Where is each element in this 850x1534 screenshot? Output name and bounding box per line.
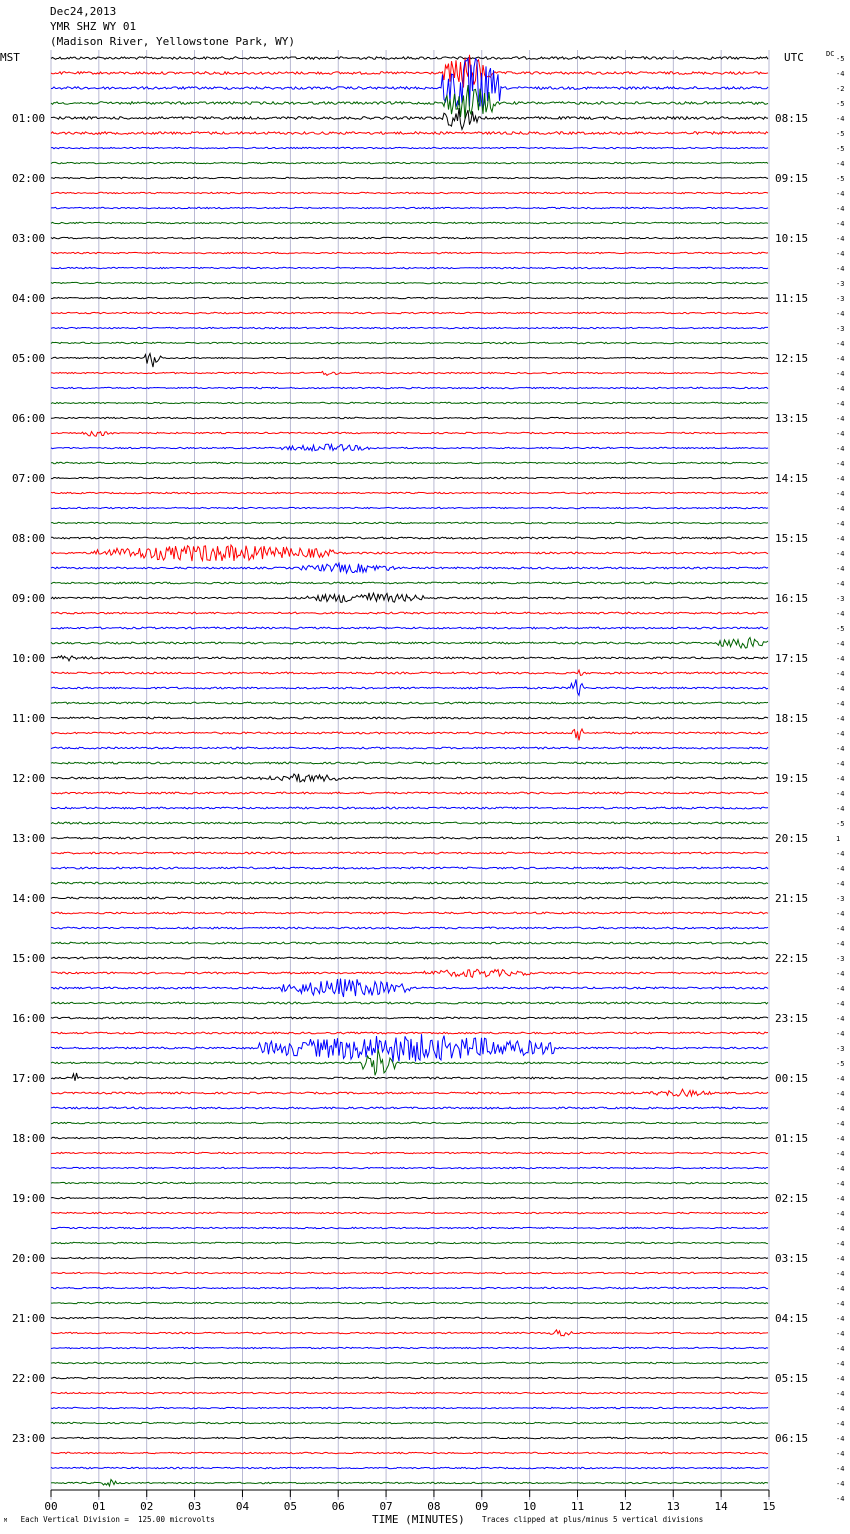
dc-offset-label: -4 [836,1180,845,1188]
trace-row [51,1212,768,1213]
right-hour-label: 22:15 [775,952,809,965]
right-hour-label: 23:15 [775,1012,809,1025]
dc-offset-label: -4 [836,160,845,168]
trace-row [51,1392,768,1393]
right-hour-label: 16:15 [775,592,809,605]
x-tick-label: 14 [714,1500,728,1513]
trace-row [51,807,768,809]
trace-row [51,867,768,869]
right-hour-label: 20:15 [775,832,809,845]
dc-offset-labels [836,55,844,1503]
scale-note-text: Each Vertical Division = 125.00 microvolts [20,1515,215,1524]
left-hour-label: 07:00 [12,472,46,485]
dc-offset-label: -4 [836,1300,845,1308]
trace-row [51,545,768,561]
right-hour-label: 09:15 [775,172,809,185]
dc-offset-label: -3 [836,1045,845,1053]
dc-offset-label: -4 [836,1465,845,1473]
trace-row [51,55,768,88]
dc-offset-label: -4 [836,865,845,873]
trace-row [51,563,768,573]
header-location: (Madison River, Yellowstone Park, WY) [50,35,296,48]
trace-row [51,638,768,649]
trace-row [51,1167,768,1168]
trace-row [51,969,768,977]
dc-offset-label: -4 [836,265,845,273]
left-hour-label: 21:00 [12,1312,46,1325]
trace-row [51,402,768,403]
trace-row [51,882,768,884]
x-tick-label: 05 [283,1500,297,1513]
left-hour-labels [12,112,45,1445]
left-hour-label: 19:00 [12,1192,46,1205]
dc-offset-label: -4 [836,1345,845,1353]
trace-row [51,1073,768,1081]
dc-offset-label: -4 [836,370,845,378]
right-hour-label: 01:15 [775,1132,809,1145]
left-hour-label: 06:00 [12,412,46,425]
trace-row [51,1032,768,1034]
trace-row [51,1302,768,1303]
trace-row [51,656,768,661]
dc-offset-label: -4 [836,1255,845,1263]
dc-offset-label: -4 [836,220,845,228]
trace-row [51,492,768,493]
trace-row [51,1122,768,1123]
dc-offset-label: -4 [836,775,845,783]
right-hour-label: 05:15 [775,1372,809,1385]
trace-row [51,612,768,614]
trace-row [51,774,768,782]
dc-offset-label: -5 [836,130,845,138]
dc-offset-label: -4 [836,310,845,318]
right-timezone-label: UTC [784,51,804,64]
dc-offset-label: -4 [836,505,845,513]
dc-offset-label: -4 [836,1480,845,1488]
header-station: YMR SHZ WY 01 [50,20,137,33]
dc-offset-label: -4 [836,1150,845,1158]
dc-offset-label: -4 [836,1225,845,1233]
dc-offset-label: -4 [836,460,845,468]
trace-row [51,897,768,899]
trace-row [51,537,768,539]
trace-row [51,1437,768,1438]
dc-offset-label: -4 [836,940,845,948]
trace-row [51,147,768,148]
left-hour-label: 20:00 [12,1252,46,1265]
trace-row [51,1197,768,1198]
right-hour-label: 04:15 [775,1312,809,1325]
dc-offset-label: -2 [836,85,845,93]
dc-offset-label: -4 [836,970,845,978]
x-tick-label: 13 [666,1500,680,1513]
left-hour-label: 05:00 [12,352,46,365]
dc-offset-label: -4 [836,385,845,393]
x-tick-label: 01 [92,1500,106,1513]
x-tick-label: 10 [523,1500,537,1513]
trace-row [51,1377,768,1378]
trace-row [51,837,768,839]
dc-offset-label: -4 [836,925,845,933]
trace-row [51,312,768,313]
trace-row [51,207,768,208]
trace-row [51,1089,768,1096]
trace-row [51,679,768,695]
x-tick-label: 07 [379,1500,393,1513]
x-tick-label: 02 [140,1500,154,1513]
dc-offset-label: -4 [836,1405,845,1413]
trace-row [51,342,768,343]
x-tick-label: 08 [427,1500,441,1513]
dc-offset-label: -5 [836,145,845,153]
trace-row [51,1152,768,1153]
dc-offset-label: -5 [836,820,845,828]
dc-offset-label: -4 [836,550,845,558]
trace-row [51,462,768,463]
left-hour-label: 04:00 [12,292,46,305]
right-hour-label: 10:15 [775,232,809,245]
dc-offset-label: -4 [836,1450,845,1458]
right-hour-label: 03:15 [775,1252,809,1265]
trace-row [51,1034,768,1062]
left-hour-label: 14:00 [12,892,46,905]
trace-row [51,282,768,283]
right-hour-label: 18:15 [775,712,809,725]
trace-row [51,371,768,375]
dc-offset-label: -4 [836,640,845,648]
trace-row [51,957,768,959]
trace-row [51,593,768,602]
dc-offset-label: -4 [836,1135,845,1143]
dc-offset-label: -4 [836,1210,845,1218]
dc-offset-label: -3 [836,280,845,288]
left-hour-label: 10:00 [12,652,46,665]
left-hour-label: 11:00 [12,712,46,725]
dc-offset-label: -4 [836,1390,845,1398]
x-tick-label: 09 [475,1500,489,1513]
dc-offset-label: -4 [836,1165,845,1173]
trace-row [51,852,768,854]
trace-row [51,1317,768,1318]
dc-offset-label: -4 [836,190,845,198]
trace-row [51,85,768,119]
trace-row [51,1422,768,1423]
dc-offset-label: -4 [836,1105,845,1113]
trace-row [51,162,768,163]
dc-offset-label: -4 [836,1270,845,1278]
x-tick-label: 06 [331,1500,345,1513]
left-hour-label: 08:00 [12,532,46,545]
trace-row [51,237,768,238]
trace-row [51,1272,768,1273]
trace-row [51,927,768,929]
right-hour-labels [775,112,808,1445]
left-hour-label: 02:00 [12,172,46,185]
dc-offset-label: -5 [836,100,845,108]
trace-group [51,55,768,1486]
dc-offset-label: -4 [836,985,845,993]
dc-offset-label: -4 [836,910,845,918]
dc-offset-label: -4 [836,700,845,708]
trace-row [51,1017,768,1019]
dc-offset-label: -4 [836,685,845,693]
dc-offset-label: -3 [836,955,845,963]
dc-offset-label: -5 [836,1060,845,1068]
dc-offset-label: -5 [836,175,845,183]
dc-offset-label: -4 [836,565,845,573]
dc-offset-label: -4 [836,1120,845,1128]
dc-offset-label: -4 [836,850,845,858]
trace-row [51,432,768,437]
trace-row [51,627,768,629]
header-date: Dec24,2013 [50,5,117,18]
trace-row [51,822,768,824]
dc-offset-label: -4 [836,115,845,123]
trace-row [51,717,768,719]
dc-offset-label: -3 [836,895,845,903]
right-hour-label: 21:15 [775,892,809,905]
dc-offset-label: 1 [836,835,841,843]
trace-row [51,1407,768,1408]
dc-offset-label: -4 [836,1435,845,1443]
trace-row [51,979,768,997]
dc-offset-label: -4 [836,1015,845,1023]
trace-row [51,522,768,523]
left-hour-label: 23:00 [12,1432,46,1445]
right-hour-label: 15:15 [775,532,809,545]
trace-row [51,267,768,268]
dc-offset-label: -4 [836,715,845,723]
trace-row [51,59,768,109]
right-hour-label: 11:15 [775,292,809,305]
x-tick-label: 11 [570,1500,585,1513]
right-hour-label: 02:15 [775,1192,809,1205]
left-hour-label: 01:00 [12,112,46,125]
right-hour-label: 00:15 [775,1072,809,1085]
trace-row [51,1107,768,1109]
dc-offset-label: -4 [836,1075,845,1083]
dc-offset-label: -4 [836,760,845,768]
trace-row [51,1137,768,1138]
trace-row [51,417,768,418]
dc-offset-label: -4 [836,1330,845,1338]
trace-row [51,1182,768,1183]
trace-row [51,477,768,478]
trace-row [51,1452,768,1453]
trace-row [51,132,768,135]
dc-offset-label: -4 [836,790,845,798]
dc-offset-label: -4 [836,415,845,423]
trace-row [51,387,768,388]
trace-row [51,1227,768,1228]
x-tick-label: 04 [235,1500,250,1513]
dc-offset-label: -4 [836,880,845,888]
trace-row [51,327,768,328]
dc-offset-label: -4 [836,1315,845,1323]
trace-row [51,1002,768,1004]
dc-offset-label: -4 [836,1240,845,1248]
trace-row [51,670,768,675]
dc-offset-label: -4 [836,1360,845,1368]
dc-offset-label: -4 [836,1285,845,1293]
dc-offset-label: -4 [836,805,845,813]
x-tick-label: 12 [618,1500,633,1513]
left-hour-label: 12:00 [12,772,46,785]
dc-offset-label: -5 [836,625,845,633]
trace-row [51,942,768,944]
left-hour-label: 16:00 [12,1012,46,1025]
dc-offset-label: -4 [836,1420,845,1428]
dc-offset-label: -4 [836,520,845,528]
trace-row [51,252,768,253]
trace-row [51,1347,768,1348]
trace-row [51,1467,768,1468]
dc-offset-label: -4 [836,670,845,678]
left-hour-label: 17:00 [12,1072,46,1085]
left-timezone-label: MST [0,51,20,64]
scale-note [4,1515,215,1524]
trace-row [51,444,768,451]
trace-row [51,192,768,193]
dc-offset-label: -4 [836,1195,845,1203]
trace-row [51,222,768,223]
dc-offset-label: -4 [836,580,845,588]
trace-row [51,1287,768,1288]
right-hour-label: 17:15 [775,652,809,665]
dc-offset-label: -4 [836,355,845,363]
trace-row [51,108,768,129]
left-hour-label: 03:00 [12,232,46,245]
dc-offset-label: -4 [836,1495,845,1503]
left-hour-label: 15:00 [12,952,46,965]
trace-row [51,762,768,764]
dc-offset-label: -4 [836,745,845,753]
dc-offset-label: -4 [836,400,845,408]
left-hour-label: 13:00 [12,832,46,845]
dc-offset-label: -4 [836,205,845,213]
trace-row [51,912,768,914]
dc-offset-label: -4 [836,430,845,438]
x-tick-label: 00 [44,1500,58,1513]
x-tick-label: 03 [187,1500,202,1513]
dc-offset-label: -3 [836,595,845,603]
dc-offset-label: -4 [836,730,845,738]
dc-offset-label: -4 [836,490,845,498]
dc-offset-label: -4 [836,1000,845,1008]
trace-row [51,1257,768,1258]
trace-row [51,57,768,60]
dc-offset-label: -4 [836,445,845,453]
trace-row [51,507,768,508]
right-hour-label: 13:15 [775,412,809,425]
dc-offset-label: -4 [836,70,845,78]
trace-row [51,702,768,704]
clip-note: Traces clipped at plus/minus 5 vertical divisions [482,1515,704,1524]
trace-row [51,792,768,794]
left-hour-label: 22:00 [12,1372,46,1385]
dc-offset-label: -4 [836,475,845,483]
dc-offset-label: -4 [836,535,845,543]
left-hour-label: 18:00 [12,1132,46,1145]
trace-row [51,354,768,368]
right-hour-label: 06:15 [775,1432,809,1445]
x-tick-label: 15 [762,1500,776,1513]
trace-row [51,1362,768,1363]
left-hour-label: 09:00 [12,592,46,605]
dc-offset-label: -3 [836,325,845,333]
trace-row [51,1330,768,1336]
right-hour-label: 14:15 [775,472,809,485]
trace-row [51,1242,768,1243]
small-mark: M [4,1518,8,1524]
dc-offset-label: -3 [836,295,845,303]
x-axis [44,1490,775,1513]
x-axis-label: TIME (MINUTES) [372,1513,465,1526]
dc-offset-label: -4 [836,1030,845,1038]
dc-offset-label: -4 [836,1375,845,1383]
trace-row [51,747,768,749]
trace-row [51,582,768,584]
right-hour-label: 08:15 [775,112,809,125]
right-hour-label: 12:15 [775,352,809,365]
dc-offset-label: -4 [836,235,845,243]
trace-row [51,729,768,740]
trace-row [51,177,768,178]
dc-offset-label: -4 [836,1090,845,1098]
trace-row [51,1480,768,1487]
dc-offset-label: -4 [836,250,845,258]
dc-offset-label: -5 [836,55,845,63]
dc-offset-label: -4 [836,655,845,663]
dc-offset-label: -4 [836,610,845,618]
trace-row [51,297,768,298]
dc-header-label: DC [826,50,835,58]
dc-offset-label: -4 [836,340,845,348]
right-hour-label: 19:15 [775,772,809,785]
